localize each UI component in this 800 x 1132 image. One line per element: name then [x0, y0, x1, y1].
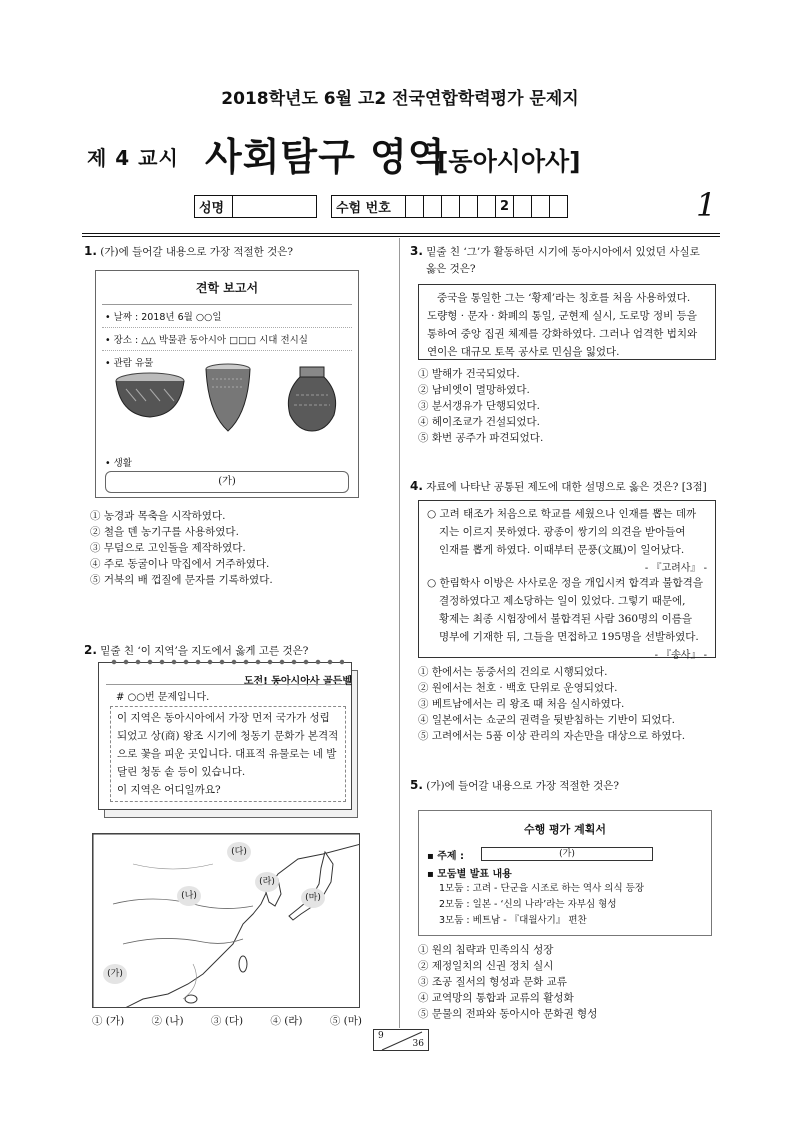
q3-choice-5[interactable]: ⑤ 화번 공주가 파견되었다. — [418, 432, 544, 444]
page-counter — [373, 1029, 429, 1051]
east-asia-map-image — [93, 834, 360, 1008]
q1-question — [84, 243, 293, 261]
q1-place: • 장소 : △△ 박물관 동아시아 □□□ 시대 전시실 — [105, 335, 308, 346]
pointed-bottom-pottery-image — [204, 363, 252, 433]
q5-group-2: 2모둠 : 일본 - ‘신의 나라’라는 자부심 형성 — [439, 899, 617, 910]
q4-para2-line-3: 황제는 최종 시험장에서 불합격된 사람 360명의 이름을 — [439, 613, 693, 625]
q3-question-line-2: 옳은 것은? — [426, 263, 476, 275]
page-current: 9 — [378, 1031, 384, 1041]
q1-choice-5[interactable]: ⑤ 거북의 배 껍질에 문자를 기록하였다. — [90, 574, 273, 586]
q2-card-line-3: 으로 꽃을 피운 곳입니다. 대표적 유물로는 네 발 — [117, 748, 337, 760]
q2-map — [92, 833, 360, 1008]
exam-number-label: 수험 번호 — [332, 196, 406, 218]
name-field[interactable] — [233, 196, 317, 218]
q5-choice-2[interactable]: ② 제정일치의 신권 정치 실시 — [418, 960, 554, 972]
q1-choice-4[interactable]: ④ 주로 동굴이나 막집에서 거주하였다. — [90, 558, 270, 570]
page-number: 1 — [696, 186, 717, 224]
exam-number-cell[interactable] — [460, 196, 478, 218]
q2-card-line-2: 되었고 상(商) 왕조 시기에 청동기 문화가 본격적 — [117, 730, 339, 742]
q3-passage-line-3: 통하여 중앙 집권 체제를 강화하였다. 그러나 엄격한 법치와 — [427, 328, 698, 340]
exam-number-cell[interactable] — [478, 196, 496, 218]
map-marker-na: (나) — [177, 886, 201, 906]
name-box — [194, 195, 317, 218]
exam-number-digit: 2 — [496, 196, 514, 218]
q5-groups-label: ▪ 모둠별 발표 내용 — [427, 869, 512, 880]
q2-choice-3[interactable]: ③ (다) — [210, 1015, 244, 1027]
q1-report-box — [95, 270, 359, 498]
binder-rings — [108, 658, 344, 666]
q5-question-text: (가)에 들어갈 내용으로 가장 적절한 것은? — [426, 780, 620, 792]
q1-choice-2[interactable]: ② 철을 덴 농기구를 사용하였다. — [90, 526, 239, 538]
q2-choices — [92, 1013, 362, 1028]
q5-choice-4[interactable]: ④ 교역망의 통합과 교류의 활성화 — [418, 992, 574, 1004]
map-marker-da: (다) — [227, 842, 251, 862]
q2-card-text-box — [110, 706, 346, 802]
exam-number-cell[interactable] — [442, 196, 460, 218]
q2-choice-1[interactable]: ① (가) — [92, 1015, 125, 1027]
q3-choices — [418, 366, 543, 446]
q1-blank-box: (가) — [105, 471, 349, 493]
exam-number-cell[interactable] — [424, 196, 442, 218]
q5-choices — [418, 942, 597, 1022]
q1-choice-1[interactable]: ① 농경과 목축을 시작하였다. — [90, 510, 226, 522]
q5-topic-blank: (가) — [481, 847, 653, 861]
q5-choice-1[interactable]: ① 원의 침략과 민족의식 성장 — [418, 944, 554, 956]
q4-ref-1: - 『고려사』 - — [644, 563, 707, 574]
q2-card-line-5: 이 지역은 어디일까요? — [117, 784, 221, 796]
q4-para1-line-3: 인재를 뽑게 하였다. 이때부터 문풍(文風)이 일어났다. — [439, 544, 685, 556]
q4-para2-line-4: 명부에 기재한 뒤, 그들을 면접하고 195명을 선발하였다. — [439, 631, 699, 643]
q4-question-text: 자료에 나타난 공통된 제도에 대한 설명으로 옳은 것은? [3점] — [426, 481, 707, 493]
q4-para1-line-2: 지는 이르지 못하였다. 광종이 쌍기의 의견을 받아들여 — [439, 526, 686, 538]
q2-number: 2. — [84, 643, 97, 657]
column-divider — [399, 238, 400, 1028]
q3-passage-line-4: 연이은 대규모 토목 공사로 민심을 잃었다. — [427, 346, 620, 358]
q2-choice-5[interactable]: ⑤ (마) — [329, 1015, 362, 1027]
q2-card-line-1: 이 지역은 동아시아에서 가장 먼저 국가가 성립 — [117, 712, 330, 724]
q1-choices — [90, 508, 273, 588]
q5-question — [410, 777, 619, 795]
q5-number: 5. — [410, 778, 423, 792]
header-rule-thin — [82, 236, 720, 237]
q1-number: 1. — [84, 244, 97, 258]
q2-choice-2[interactable]: ② (나) — [151, 1015, 184, 1027]
q3-choice-2[interactable]: ② 남비엣이 멸망하였다. — [418, 384, 530, 396]
q3-question — [410, 243, 722, 278]
q5-plan-title: 수행 평가 계획서 — [523, 823, 607, 836]
q4-para2-line-2: 결정하였다고 제소당하는 일이 있었다. 그렇기 때문에, — [439, 595, 686, 607]
page-total: 36 — [412, 1039, 424, 1049]
q2-card-header: 도전! 동아시아사 골든벨 — [243, 676, 352, 687]
q3-choice-4[interactable]: ④ 헤이조쿄가 건설되었다. — [418, 416, 540, 428]
exam-number-box — [331, 195, 568, 218]
q4-choice-4[interactable]: ④ 일본에서는 쇼군의 권력을 뒷받침하는 기반이 되었다. — [418, 714, 676, 726]
q3-passage-line-2: 도량형 · 문자 · 화폐의 통일, 군현제 실시, 도로망 정비 등을 — [427, 310, 697, 322]
q5-topic-label: ▪ 주제 : — [427, 851, 465, 862]
q4-choice-1[interactable]: ① 한에서는 동중서의 건의로 시행되었다. — [418, 666, 608, 678]
q4-ref-2: - 『송사』 - — [654, 650, 707, 661]
q4-choice-3[interactable]: ③ 베트남에서는 리 왕조 때 처음 실시하였다. — [418, 698, 625, 710]
q2-quiz-card — [98, 662, 360, 820]
q3-passage-line-1: 중국을 통일한 그는 ‘황제’라는 칭호를 처음 사용하였다. — [437, 292, 691, 304]
q4-para1-line-1: ○ 고려 태조가 처음으로 학교를 세웠으나 인재를 뽑는 데까 — [427, 508, 697, 520]
q5-plan-box — [418, 810, 712, 936]
q5-groups — [439, 881, 644, 929]
q1-choice-3[interactable]: ③ 무덤으로 고인돌을 제작하였다. — [90, 542, 246, 554]
q2-card-line-4: 달린 청동 솥 등이 있습니다. — [117, 766, 246, 778]
map-marker-ra: (라) — [255, 872, 279, 892]
q3-choice-1[interactable]: ① 발해가 건국되었다. — [418, 368, 520, 380]
subject-title: [동아시아사] — [437, 147, 581, 176]
q4-number: 4. — [410, 479, 423, 493]
q5-group-1: 1모둠 : 고려 - 단군을 시조로 하는 역사 의식 등장 — [439, 883, 645, 894]
jar-pottery-image — [284, 365, 340, 433]
q1-report-title: 견학 보고서 — [195, 281, 259, 295]
q4-choice-2[interactable]: ② 원에서는 천호 · 백호 단위로 운영되었다. — [418, 682, 618, 694]
q2-question-text: 밑줄 친 ‘이 지역’을 지도에서 옳게 고른 것은? — [100, 645, 309, 657]
q5-group-3: 3모둠 : 베트남 - 『대월사기』 편찬 — [439, 915, 587, 926]
exam-number-cell[interactable] — [550, 196, 568, 218]
q2-choice-4[interactable]: ④ (라) — [270, 1015, 303, 1027]
q1-date: • 날짜 : 2018년 6월 ○○일 — [105, 312, 222, 323]
comb-pattern-bowl-image — [114, 371, 186, 421]
q4-choices — [418, 664, 685, 744]
q4-choice-5[interactable]: ⑤ 고려에서는 5품 이상 관리의 자손만을 대상으로 하였다. — [418, 730, 686, 742]
exam-title: 2018학년도 6월 고2 전국연합학력평가 문제지 — [221, 89, 579, 109]
q5-choice-5[interactable]: ⑤ 문물의 전파와 동아시아 문화권 형성 — [418, 1008, 598, 1020]
q2-card-sub: # ○○번 문제입니다. — [116, 692, 210, 703]
q3-passage-box — [418, 284, 716, 360]
q5-choice-3[interactable]: ③ 조공 질서의 형성과 문화 교류 — [418, 976, 567, 988]
q4-para2-line-1: ○ 한림학사 이방은 사사로운 정을 개입시켜 합격과 불합격을 — [427, 577, 703, 589]
q3-choice-3[interactable]: ③ 분서갱유가 단행되었다. — [418, 400, 540, 412]
header-rule — [82, 233, 720, 234]
map-marker-ga: (가) — [103, 964, 127, 984]
q3-question-line-1: 밑줄 친 ‘그’가 활동하던 시기에 동아시아에서 있었던 사실로 — [426, 246, 700, 258]
map-marker-ma: (마) — [301, 888, 325, 908]
q3-number: 3. — [410, 244, 423, 258]
q4-question — [410, 478, 707, 496]
exam-number-cell[interactable] — [514, 196, 532, 218]
name-label: 성명 — [195, 196, 233, 218]
period-label: 제 4 교시 — [87, 146, 179, 170]
exam-number-cell[interactable] — [406, 196, 424, 218]
q1-life: • 생활 — [105, 458, 132, 469]
q1-question-text: (가)에 들어갈 내용으로 가장 적절한 것은? — [100, 246, 294, 258]
exam-number-cell[interactable] — [532, 196, 550, 218]
q4-source-box — [418, 500, 716, 661]
q1-exhibits: • 관람 유물 — [105, 358, 154, 369]
section-title: 사회탐구 영역 — [205, 135, 446, 179]
